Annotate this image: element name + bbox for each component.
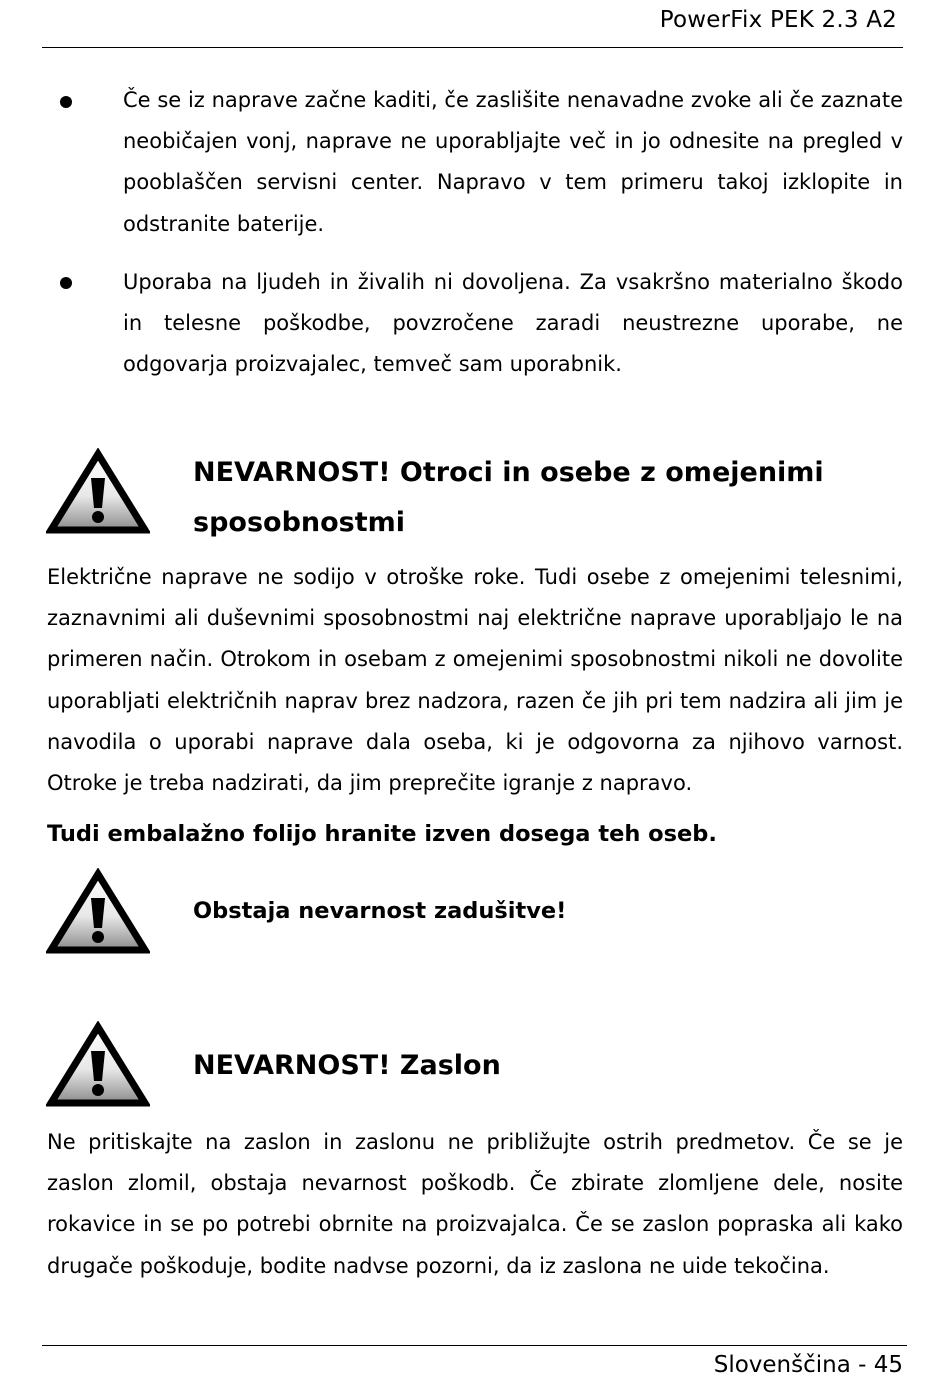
suffocation-heading: Obstaja nevarnost zadušitve!	[193, 898, 567, 924]
warning-triangle-icon	[46, 868, 150, 954]
section-heading-children	[193, 448, 824, 548]
bullet-icon	[60, 96, 72, 108]
page-footer	[42, 1345, 907, 1378]
children-body: Električne naprave ne sodijo v otroške roke. Tudi osebe z omejenimi telesnimi, zaznavnimi ali duševnimi sposobnostmi naj električne naprave uporabljajo le na primeren način. Otrokom in osebam z omejenimi sposobnostmi nikoli ne dovolite uporabljati električnih naprav brez nadzora, razen če jih pri tem nadzira ali jim je navodila o uporabi naprave dala oseba, ki je odgovorna za njihovo varnost. Otroke je treba nadzirati, da jim preprečite igranje z napravo.	[47, 565, 903, 796]
bullet-text-usage: Uporaba na ljudeh in živalih ni dovoljena. Za vsakršno materialno škodo in telesne poškodbe, povzročene zaradi neustrezne uporabe, ne odgovarja proizvajalec, temveč sam uporabnik.	[123, 270, 903, 377]
bullet-icon	[60, 277, 72, 289]
document-title: PowerFix PEK 2.3 A2	[659, 7, 897, 33]
display-body: Ne pritiskajte na zaslon in zaslonu ne približujte ostrih predmetov. Če se je zaslon zlomil, obstaja nevarnost poškodb. Če zbirate zlomljene dele, nosite rokavice in se po potrebi obrnite na proizvajalca. Če se zaslon popraska ali kako drugače poškoduje, bodite nadvse pozorni, da iz zaslona ne uide tekočina.	[47, 1130, 903, 1278]
warning-triangle-icon	[46, 1021, 150, 1107]
bullet-text-smoke: Če se iz naprave začne kaditi, če zaslišite nenavadne zvoke ali če zaznate neobičajen vonj, naprave ne uporabljajte več in jo odnesite na pregled v pooblaščen servisni center. Napravo v tem primeru takoj izklopite in odstranite baterije.	[123, 88, 903, 236]
page-number: Slovenščina - 45	[713, 1352, 903, 1378]
section-heading-display: NEVARNOST! Zaslon	[193, 1050, 501, 1081]
heading-line: sposobnostmi	[193, 507, 406, 538]
heading-line: NEVARNOST! Otroci in osebe z omejenimi	[193, 457, 824, 488]
packaging-note: Tudi embalažno folijo hranite izven dosega teh oseb.	[47, 821, 717, 847]
page-header	[42, 0, 903, 48]
warning-triangle-icon	[46, 448, 150, 534]
